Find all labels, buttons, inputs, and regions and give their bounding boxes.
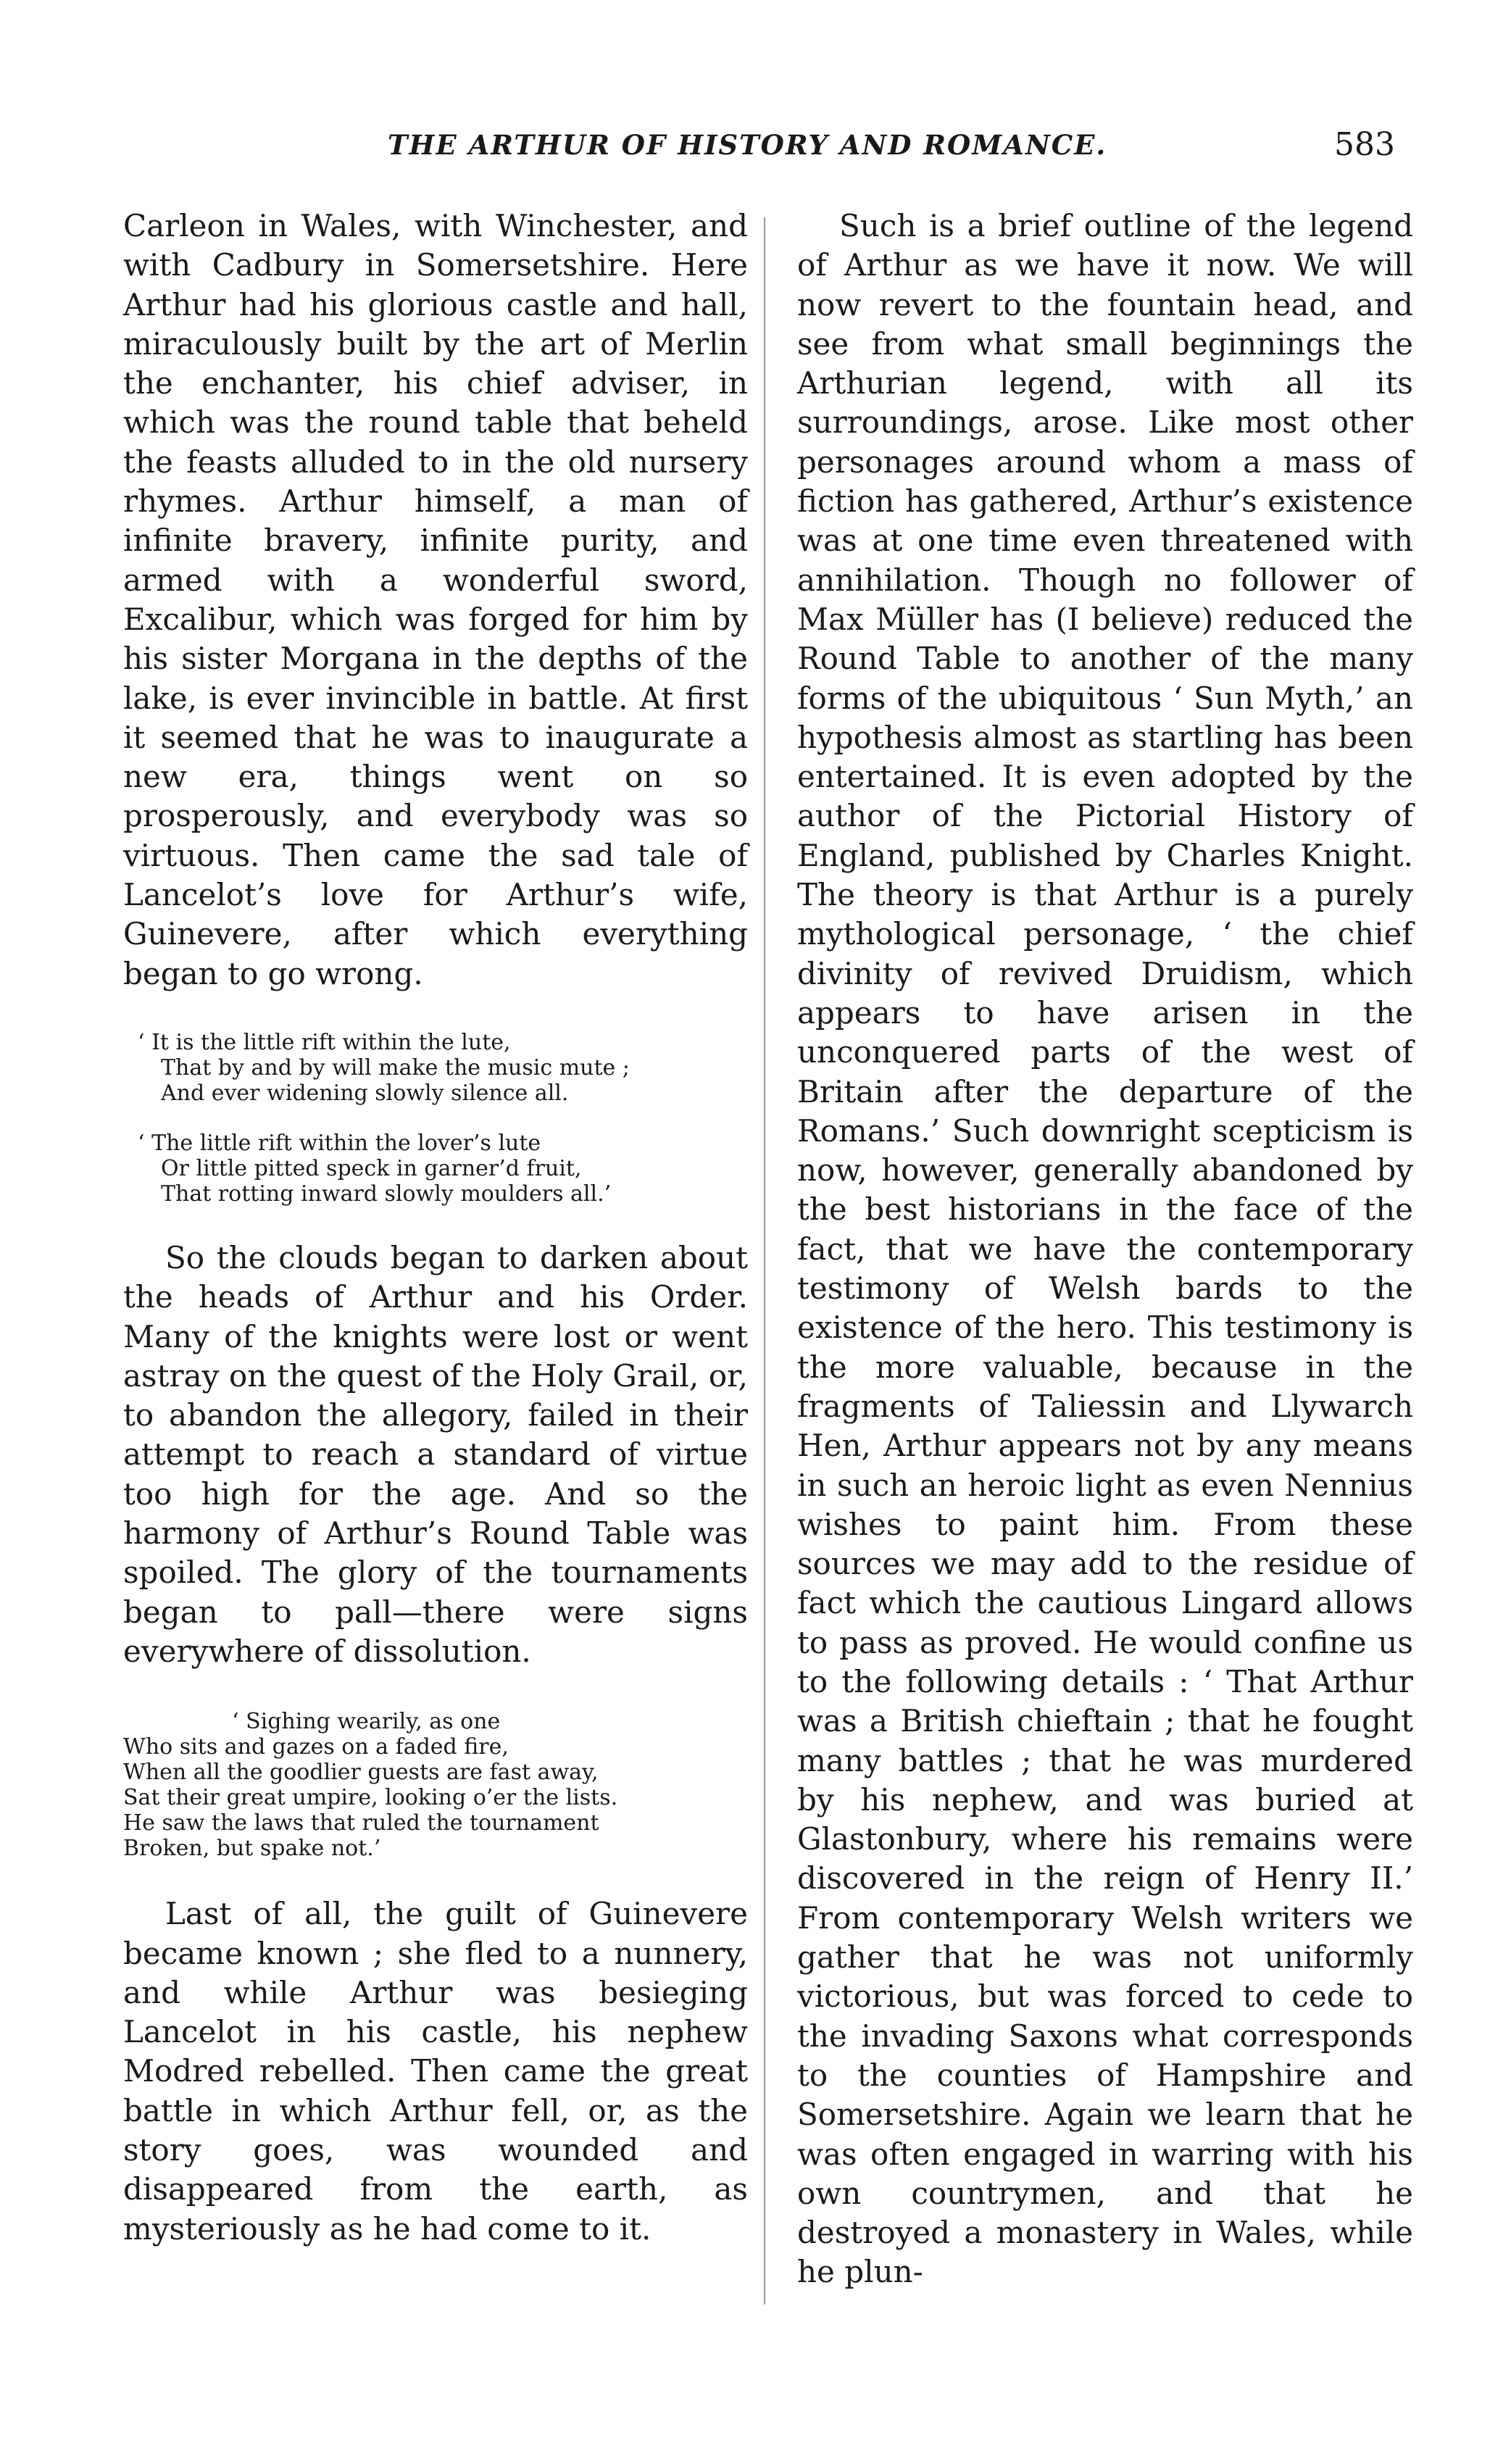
left-column — [123, 207, 748, 2249]
left-paragraph-3: Last of all, the guilt of Guinevere became known ; she fled to a nunnery, and while Arthur was besieging Lancelot in his castle, his nephew Modred rebelled. Then came the great battle in which Arthur fell, or, as the story goes, was wounded and disappeared from the earth, as mysteriously as he had come to it. — [123, 1896, 748, 2247]
verse-line: And ever widening slowly silence all. — [161, 1080, 569, 1106]
right-paragraph-1: Such is a brief outline of the legend of Arthur as we have it now. We will now revert to the fountain head, and see from what small beginnings the Arthurian legend, with all its surroundings, arose. Like most other personages around whom a mass of fiction has gathered, Arthur’s existence was at one time even threatened with annihilation. Though no follower of Max Müller has (I believe) reduced the Round Table to another of the many forms of the ubiquitous ‘ Sun Myth,’ an hypothesis almost as startling has been entertained. It is even adopted by the author of the Pictorial History of England, published by Charles Knight. The theory is that Arthur is a purely mythological personage, ‘ the chief divinity of revived Druidism, which appears to have arisen in the unconquered parts of the west of Britain after the departure of the Romans.’ Such downright scepticism is now, however, generally abandoned by the best historians in the face of the fact, that we have the contemporary testimony of Welsh bards to the existence of the hero. This testimony is the more valuable, because in the fragments of Taliessin and Llywarch Hen, Arthur appears not by any means in such an heroic light as even Nennius wishes to paint him. From these sources we may add to the residue of fact which the cautious Lingard allows to pass as proved. He would confine us to the following details : ‘ That Arthur was a British chieftain ; that he fought many battles ; that he was murdered by his nephew, and was buried at Glastonbury, where his remains were discovered in the reign of Henry II.’ From contemporary Welsh writers we gather that he was not uniformly victorious, but was forced to cede to the invading Saxons what corresponds to the counties of Hampshire and Somersetshire. Again we learn that he was often engaged in warring with his own countrymen, and that he destroyed a monastery in Wales, while he plun- — [797, 208, 1413, 2290]
verse-line: Sat their great umpire, looking o’er the lists. — [123, 1785, 618, 1811]
verse-quote-3 — [123, 1709, 748, 1861]
verse-line: Or little pitted speck in garner’d fruit, — [161, 1155, 582, 1181]
column-divider — [764, 217, 765, 2305]
verse-line: ‘ The little rift within the lover’s lute — [138, 1130, 541, 1156]
verse-line: That by and by will make the music mute ; — [161, 1054, 630, 1081]
verse-quote-1 — [123, 1030, 748, 1106]
verse-line: ‘ It is the little rift within the lute, — [138, 1029, 511, 1055]
verse-line: When all the goodlier guests are fast away, — [123, 1760, 599, 1786]
verse-quote-2 — [123, 1131, 748, 1207]
verse-line: ‘ Sighing wearily, as one — [232, 1709, 501, 1735]
verse-line: Who sits and gazes on a faded fire, — [123, 1734, 509, 1760]
verse-line: He saw the laws that ruled the tournament — [123, 1810, 599, 1836]
running-title: THE ARTHUR OF HISTORY AND ROMANCE. — [388, 129, 1107, 161]
left-paragraph-1: Carleon in Wales, with Winchester, and with Cadbury in Somersetshire. Here Arthur had his glorious castle and hall, miraculously built by the art of Merlin the enchanter, his chief adviser, in which was the round table that beheld the feasts alluded to in the old nursery rhymes. Arthur himself, a man of infinite bravery, infinite purity, and armed with a wonderful sword, Excalibur, which was forged for him by his sister Morgana in the depths of the lake, is ever invincible in battle. At first it seemed that he was to inaugurate a new era, things went on so prosperously, and everybody was so virtuous. Then came the sad tale of Lancelot’s love for Arthur’s wife, Guinevere, after which everything began to go wrong. — [123, 208, 748, 991]
verse-line: That rotting inward slowly moulders all.’ — [161, 1181, 612, 1207]
left-paragraph-2: So the clouds began to darken about the heads of Arthur and his Order. Many of the knights were lost or went astray on the quest of the Holy Grail, or, to abandon the allegory, failed in their attempt to reach a standard of virtue too high for the age. And so the harmony of Arthur’s Round Table was spoiled. The glory of the tournaments began to pall—there were signs everywhere of dissolution. — [123, 1239, 748, 1669]
verse-line: Broken, but spake not.’ — [123, 1836, 381, 1862]
page-number: 583 — [1334, 126, 1395, 163]
running-header — [109, 126, 1395, 180]
right-column — [797, 207, 1413, 2292]
